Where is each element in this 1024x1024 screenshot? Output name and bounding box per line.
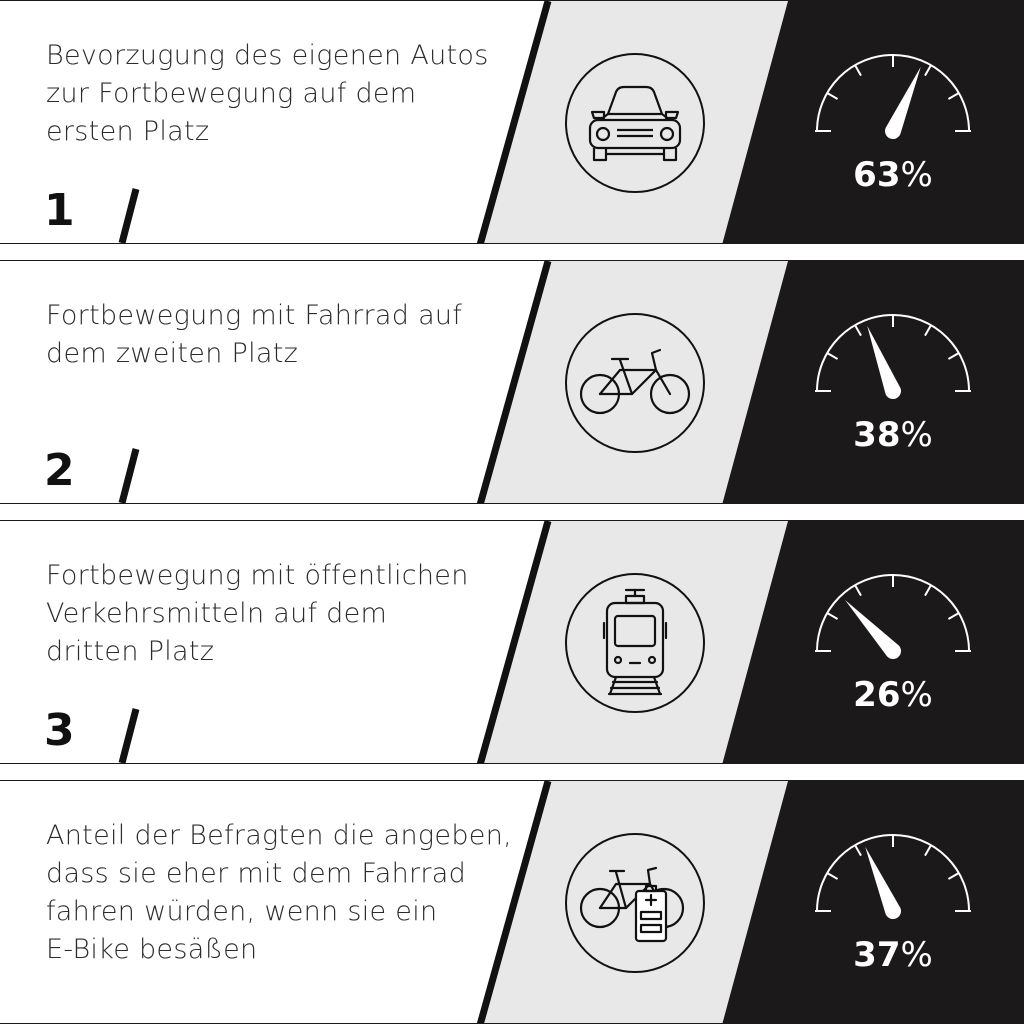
gauge-tick [925, 585, 931, 595]
rank-number: 2 [44, 445, 75, 496]
percentage-value: 37% [853, 935, 933, 975]
rank-number: 3 [44, 705, 75, 756]
gauge-dial [803, 301, 983, 411]
rank-slash [112, 185, 142, 244]
card-description: Fortbewegung mit Fahrrad auf dem zweiten Platz [46, 300, 463, 369]
bicycle-icon [560, 308, 710, 458]
gauge-tick [948, 93, 958, 99]
card-description: Bevorzugung des eigenen Autos zur Fortbewegung auf dem ersten Platz [46, 40, 489, 147]
gauge-needle [885, 67, 921, 139]
gauge-needle [867, 326, 901, 399]
card-e-bike [0, 780, 1024, 1024]
gauge-tick [827, 873, 837, 879]
gauge-tick [827, 353, 837, 359]
gauge-tick [855, 585, 861, 595]
gauge-tick [855, 845, 861, 855]
rank-slash [112, 705, 142, 764]
gauge-needle [865, 847, 901, 919]
card-car [0, 0, 1024, 244]
gauge-tick [925, 65, 931, 75]
e-bike-icon [560, 828, 710, 978]
rank-number: 1 [44, 185, 75, 236]
card-bicycle [0, 260, 1024, 504]
gauge-tick [827, 613, 837, 619]
gauge-dial [803, 561, 983, 671]
gauge-dial [803, 821, 983, 931]
card-public-transport [0, 520, 1024, 764]
gauge-tick [855, 325, 861, 335]
card-description: Fortbewegung mit öffentlichen Verkehrsmitteln auf dem dritten Platz [46, 560, 469, 667]
percentage-value: 63% [853, 155, 933, 195]
percentage-value: 26% [853, 675, 933, 715]
gauge-tick [948, 353, 958, 359]
card-description: Anteil der Befragten die angeben, dass sie eher mit dem Fahrrad fahren würden, wenn sie ein E-Bike besäßen [46, 820, 512, 965]
gauge-tick [827, 93, 837, 99]
percentage-value: 38% [853, 415, 933, 455]
gauge-tick [948, 613, 958, 619]
rank-slash [112, 445, 142, 504]
tram-icon [560, 568, 710, 718]
gauge-tick [925, 325, 931, 335]
gauge-tick [925, 845, 931, 855]
gauge-dial [803, 41, 983, 151]
car-icon [560, 48, 710, 198]
gauge-tick [948, 873, 958, 879]
gauge-tick [855, 65, 861, 75]
gauge-needle [845, 600, 901, 659]
